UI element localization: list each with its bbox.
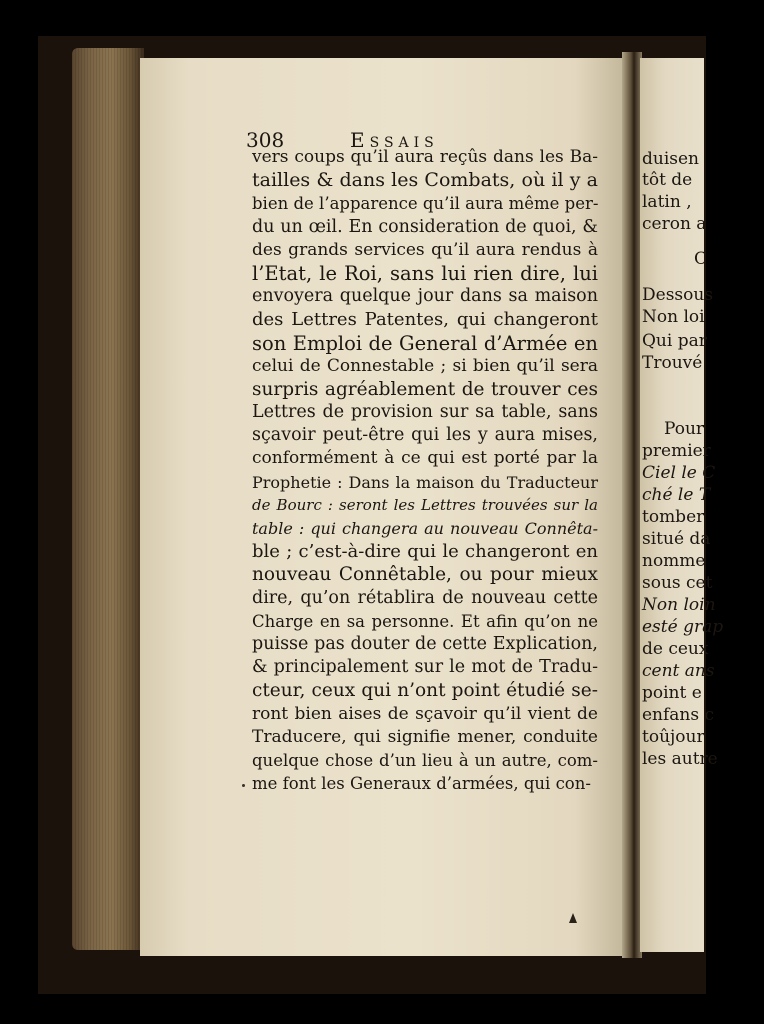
text-line: bien de l’apparence qu’il aura même per- <box>252 194 599 214</box>
right-page-text-fragment: Pour <box>664 419 705 439</box>
page-edges <box>72 48 144 950</box>
text-line: conformément à ce qui est porté par la <box>252 448 598 469</box>
text-line-italic: table : qui changera au nouveau Connêta- <box>252 519 598 538</box>
right-page-text-fragment: les autre <box>642 749 718 769</box>
right-page-text-fragment: latin , <box>642 192 692 212</box>
text-line: son Emploi de General d’Armée en <box>252 331 598 355</box>
right-page-text-fragment: Dessous <box>642 285 714 305</box>
right-page-text-fragment: tomber <box>642 507 705 527</box>
right-page-text-fragment: de ceux <box>642 639 709 659</box>
text-line: sçavoir peut-être qui les y aura mises, <box>252 425 598 446</box>
right-page-text-fragment: Non loi <box>642 307 705 327</box>
right-page-text-fragment: situé da <box>642 529 711 549</box>
right-page-text-fragment: toûjour <box>642 727 705 747</box>
right-page-text-fragment: enfans c <box>642 705 715 725</box>
text-line: nouveau Connêtable, ou pour mieux <box>252 564 598 586</box>
right-page-text-fragment: duisen <box>642 149 700 169</box>
book-gutter <box>622 52 642 958</box>
text-line: envoyera quelque jour dans sa maison <box>252 286 598 307</box>
text-line: du un œil. En consideration de quoi, & <box>252 216 598 237</box>
text-line: Prophetie : Dans la maison du Traducteur <box>252 472 598 492</box>
text-line: puisse pas douter de cette Explication, <box>252 633 598 654</box>
text-line: & principalement sur le mot de Tradu- <box>252 657 598 678</box>
text-line: vers coups qu’il aura reçûs dans les Ba- <box>252 147 598 167</box>
right-page-text-fragment: Trouvé <box>642 353 703 373</box>
right-page-text-fragment: ceron a <box>642 214 707 234</box>
right-page-text-fragment: tôt de <box>642 170 693 190</box>
right-page-text-fragment: sous cet <box>642 573 713 593</box>
right-page-text-fragment: point e <box>642 683 702 703</box>
right-page-text-fragment: nomme <box>642 551 706 571</box>
right-page-text-fragment: Ciel le C <box>642 463 716 483</box>
text-line: l’Etat, le Roi, sans lui rien dire, lui <box>252 261 598 285</box>
text-line: Charge en sa personne. Et afin qu’on ne <box>252 611 598 631</box>
text-line: quelque chose d’un lieu à un autre, com- <box>252 750 598 770</box>
right-page-text-fragment: cent ans <box>642 661 715 681</box>
right-page-text-fragment: ché le T <box>642 485 711 505</box>
text-line-italic: de Bourc : seront les Lettres trouvées sur la <box>252 495 598 514</box>
body-text <box>252 146 598 795</box>
running-title: Essais <box>350 128 439 152</box>
right-page <box>640 58 724 952</box>
text-line: des Lettres Patentes, qui changeront <box>252 309 598 331</box>
text-line: dire, qu’on rétablira de nouveau cette <box>252 587 598 608</box>
text-line: me font les Generaux d’armées, qui con- <box>252 774 591 794</box>
margin-mark <box>242 784 245 787</box>
text-line: surpris agréablement de trouver ces <box>252 378 598 400</box>
right-page-text-fragment: premier <box>642 441 711 461</box>
text-line: celui de Connestable ; si bien qu’il sera <box>252 355 598 376</box>
text-line: Traducere, qui signifie mener, conduite <box>252 726 598 747</box>
right-page-text-fragment: C <box>694 249 708 269</box>
right-page-text-fragment: Non loin <box>642 595 716 615</box>
text-line: cteur, ceux qui n’ont point étudié se- <box>252 680 598 702</box>
right-page-text-fragment: Qui par <box>642 331 707 351</box>
text-line: tailles & dans les Combats, où il y a <box>252 169 598 192</box>
text-line: ble ; c’est-à-dire qui le changeront en <box>252 541 598 563</box>
text-line: Lettres de provision sur sa table, sans <box>252 402 598 423</box>
text-line: des grands services qu’il aura rendus à <box>252 239 598 260</box>
text-line: ront bien aises de sçavoir qu’il vient de <box>252 703 598 724</box>
page-number: 308 <box>246 128 285 152</box>
right-page-text-fragment: esté grap <box>642 617 724 637</box>
